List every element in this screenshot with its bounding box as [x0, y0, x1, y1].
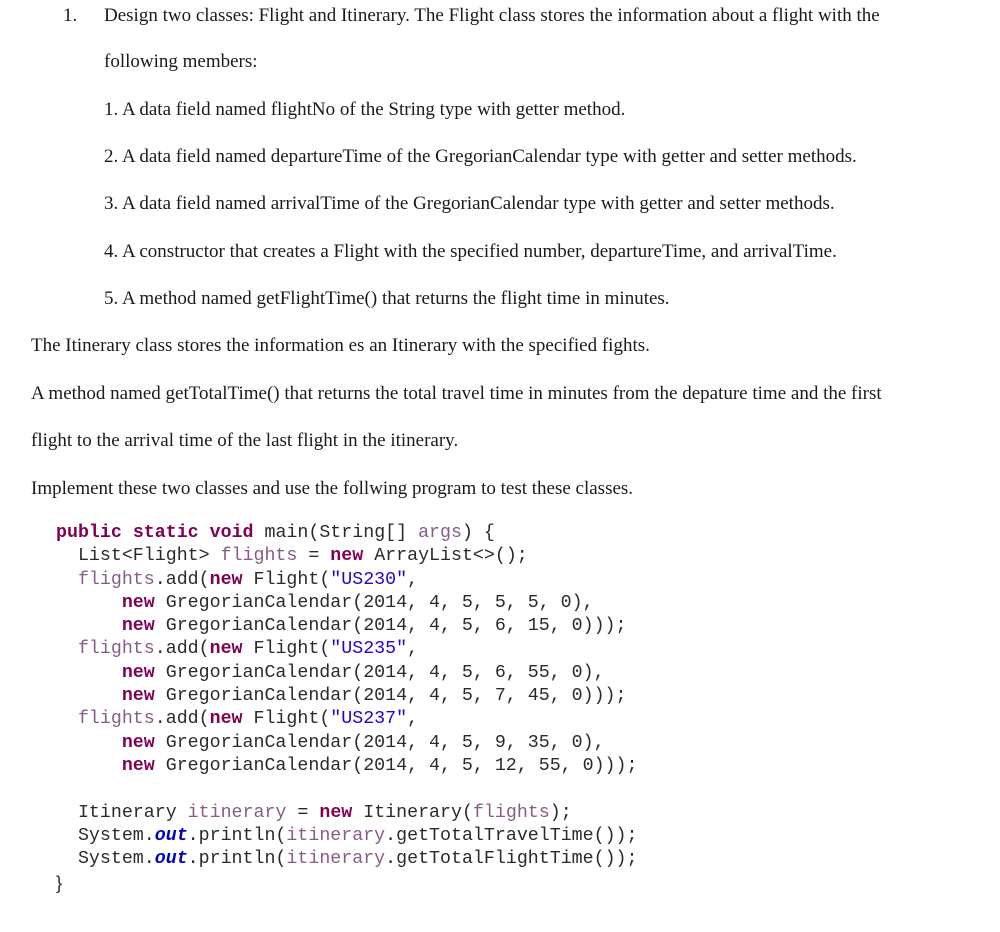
- itinerary-description: The Itinerary class stores the information es an Itinerary with the specified fights.: [31, 335, 650, 356]
- code-line: new GregorianCalendar(2014, 4, 5, 6, 15, 0)));: [121, 616, 627, 637]
- member-item: 3. A data field named arrivalTime of the GregorianCalendar type with getter and setter methods.: [104, 193, 835, 214]
- member-item: 4. A constructor that creates a Flight with the specified number, departureTime, and arrivalTime.: [104, 241, 837, 262]
- code-line: List<Flight> flights = new ArrayList<>();: [77, 546, 528, 567]
- code-line: flights.add(new Flight("US230",: [77, 569, 419, 590]
- gettotaltime-description-2: flight to the arrival time of the last flight in the itinerary.: [31, 430, 459, 451]
- code-line: flights.add(new Flight("US237",: [77, 709, 419, 730]
- implement-instruction: Implement these two classes and use the follwing program to test these classes.: [31, 478, 634, 499]
- member-item: 1. A data field named flightNo of the String type with getter method.: [104, 99, 626, 120]
- code-line: new GregorianCalendar(2014, 4, 5, 12, 55, 0)));: [121, 755, 638, 776]
- code-line: new GregorianCalendar(2014, 4, 5, 6, 55, 0),: [121, 662, 605, 683]
- code-line: public static void main(String[] args) {: [56, 523, 495, 543]
- intro-line-2: following members:: [104, 51, 258, 72]
- code-line: System.out.println(itinerary.getTotalTravelTime());: [77, 825, 638, 846]
- member-item: 5. A method named getFlightTime() that returns the flight time in minutes.: [104, 288, 670, 309]
- code-line: new GregorianCalendar(2014, 4, 5, 9, 35, 0),: [121, 732, 605, 753]
- code-line: new GregorianCalendar(2014, 4, 5, 7, 45, 0)));: [121, 686, 627, 707]
- code-line: flights.add(new Flight("US235",: [77, 639, 419, 660]
- code-line: System.out.println(itinerary.getTotalFlightTime());: [77, 849, 638, 870]
- code-line: }: [56, 872, 63, 894]
- intro-line-1: Design two classes: Flight and Itinerary. The Flight class stores the information about a flight with the: [104, 5, 880, 26]
- code-line-blank: [56, 778, 638, 801]
- question-number: 1.: [63, 5, 78, 26]
- member-item: 2. A data field named departureTime of the GregorianCalendar type with getter and setter methods.: [104, 146, 857, 167]
- code-block: [56, 522, 638, 895]
- code-line: Itinerary itinerary = new Itinerary(flights);: [77, 802, 572, 823]
- code-line: new GregorianCalendar(2014, 4, 5, 5, 5, 0),: [121, 592, 594, 613]
- gettotaltime-description-1: A method named getTotalTime() that returns the total travel time in minutes from the depature time and the first: [31, 383, 882, 404]
